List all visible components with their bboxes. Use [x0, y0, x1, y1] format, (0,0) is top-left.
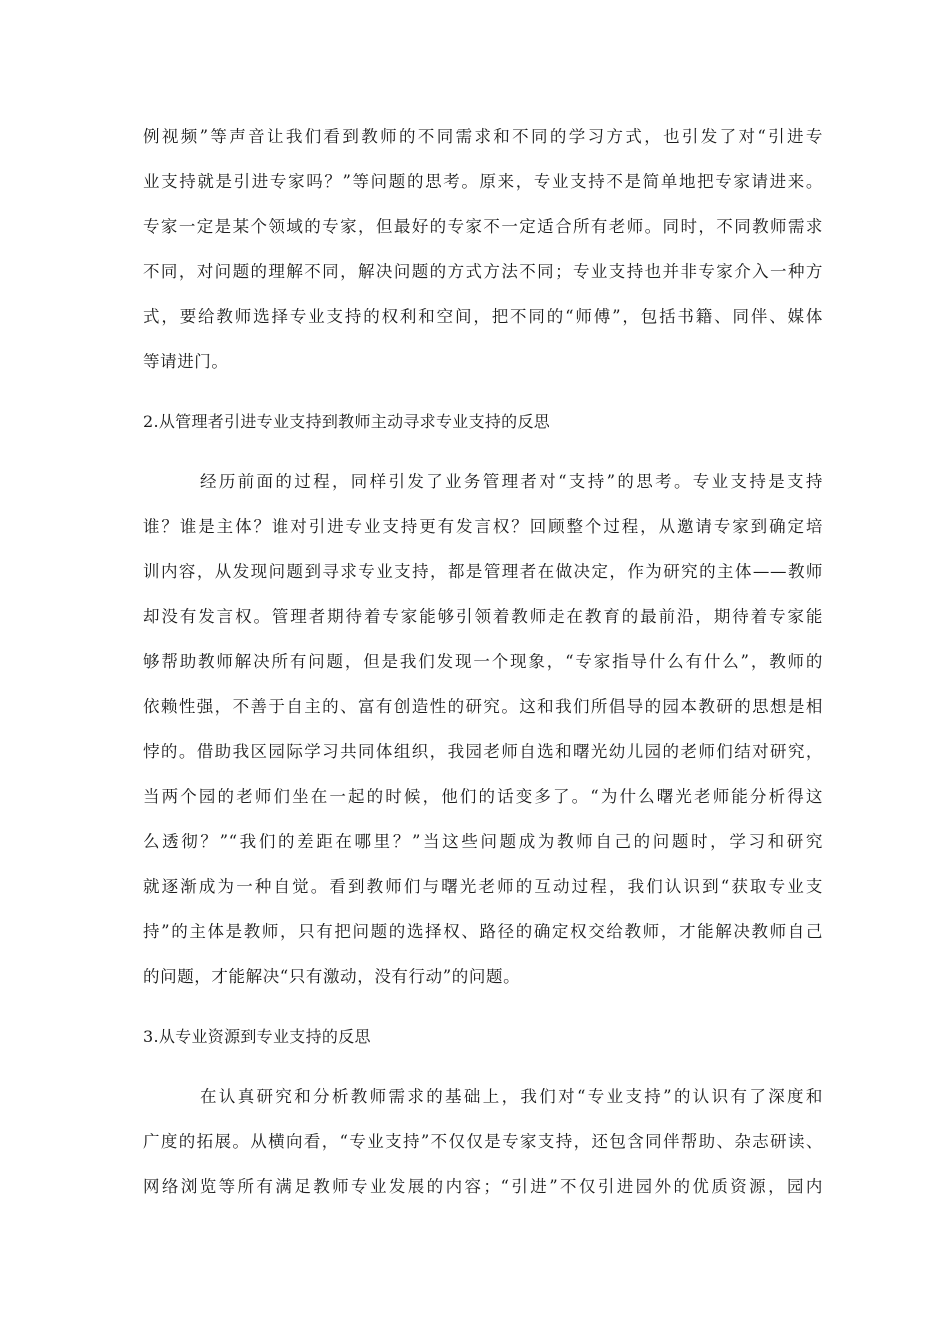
paragraph-line: 网络浏览等所有满足教师专业发展的内容；“引进”不仅引进园外的优质资源，园内 [143, 1177, 823, 1196]
paragraph-line: 就逐渐成为一种自觉。看到教师们与曙光老师的互动过程，我们认识到“获取专业支 [143, 877, 823, 896]
paragraph-line: 广度的拓展。从横向看，“专业支持”不仅仅是专家支持，还包含同伴帮助、杂志研读、 [143, 1132, 823, 1151]
paragraph-line: 例视频”等声音让我们看到教师的不同需求和不同的学习方式，也引发了对“引进专 [143, 127, 823, 146]
paragraph-line: 训内容，从发现问题到寻求专业支持，都是管理者在做决定，作为研究的主体——教师 [143, 562, 823, 581]
paragraph-line: 的问题，才能解决“只有激动，没有行动”的问题。 [143, 967, 521, 986]
paragraph-line: 却没有发言权。管理者期待着专家能够引领着教师走在教育的最前沿，期待着专家能 [143, 607, 823, 626]
paragraph-line: 式，要给教师选择专业支持的权利和空间，把不同的“师傅”，包括书籍、同伴、媒体 [143, 307, 823, 326]
paragraph-line: 专家一定是某个领域的专家，但最好的专家不一定适合所有老师。同时，不同教师需求 [143, 217, 823, 236]
paragraph-line: 么透彻？”“我们的差距在哪里？”当这些问题成为教师自己的问题时，学习和研究 [143, 832, 823, 851]
section-heading: 2.从管理者引进专业支持到教师主动寻求专业支持的反思 [143, 412, 551, 431]
paragraph-line: 等请进门。 [143, 352, 229, 371]
section-heading: 3.从专业资源到专业支持的反思 [143, 1027, 371, 1046]
paragraph-line: 持”的主体是教师，只有把问题的选择权、路径的确定权交给教师，才能解决教师自己 [143, 922, 823, 941]
paragraph-line: 悖的。借助我区园际学习共同体组织，我园老师自选和曙光幼儿园的老师们结对研究， [143, 742, 823, 761]
paragraph-line: 谁？谁是主体？谁对引进专业支持更有发言权？回顾整个过程，从邀请专家到确定培 [143, 517, 823, 536]
paragraph-line: 不同，对问题的理解不同，解决问题的方式方法不同；专业支持也并非专家介入一种方 [143, 262, 823, 281]
paragraph-line: 经历前面的过程，同样引发了业务管理者对“支持”的思考。专业支持是支持 [200, 472, 823, 491]
paragraph-line: 够帮助教师解决所有问题，但是我们发现一个现象，“专家指导什么有什么”，教师的 [143, 652, 823, 671]
paragraph-line: 当两个园的老师们坐在一起的时候，他们的话变多了。“为什么曙光老师能分析得这 [143, 787, 823, 806]
paragraph-line: 在认真研究和分析教师需求的基础上，我们对“专业支持”的认识有了深度和 [200, 1087, 823, 1106]
paragraph-line: 依赖性强，不善于自主的、富有创造性的研究。这和我们所倡导的园本教研的思想是相 [143, 697, 823, 716]
paragraph-line: 业支持就是引进专家吗？”等问题的思考。原来，专业支持不是简单地把专家请进来。 [143, 172, 823, 191]
